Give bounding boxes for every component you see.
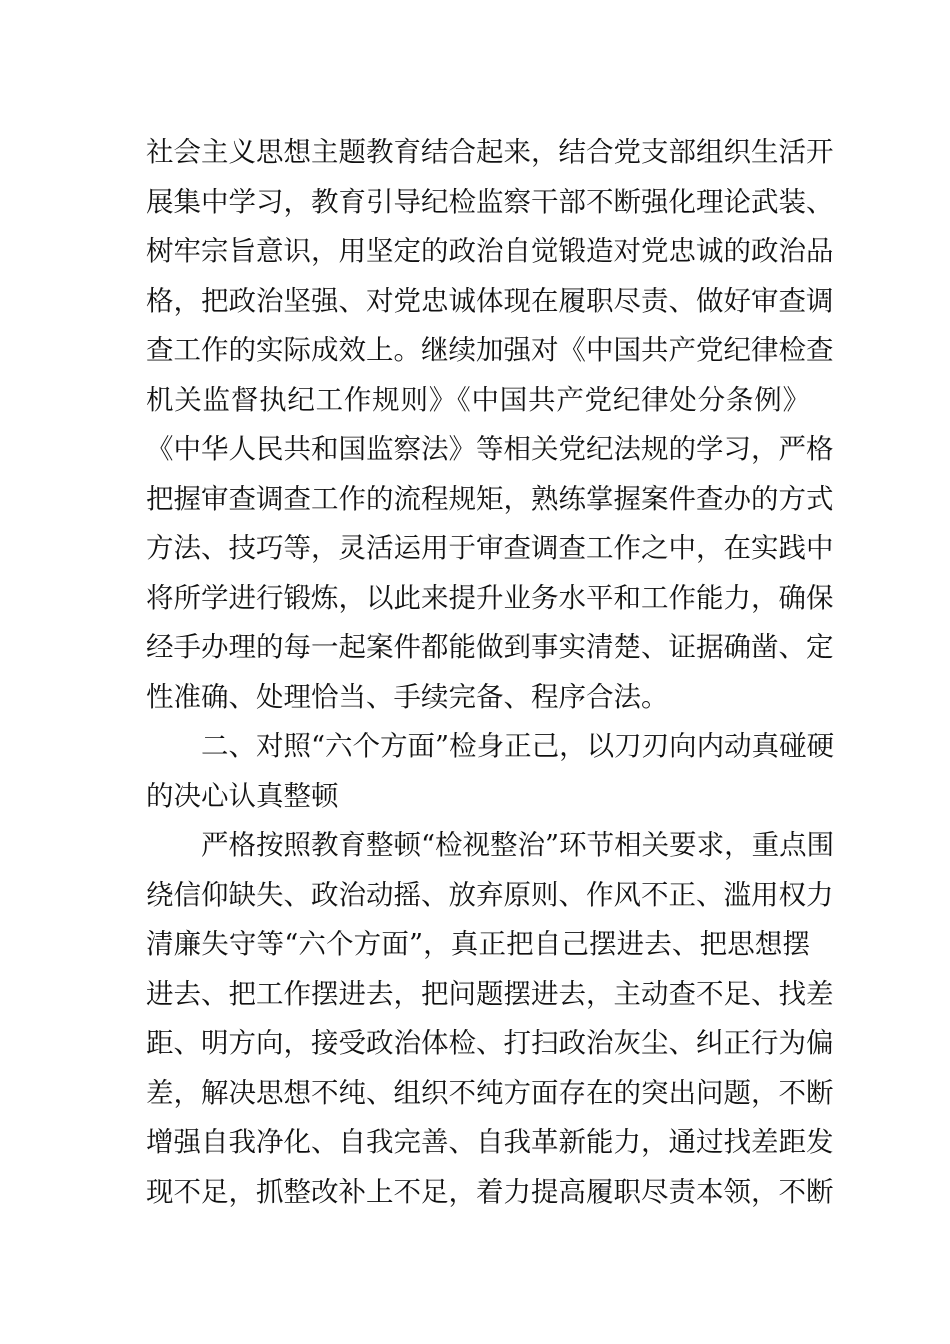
text-line: 把握审查调查工作的流程规矩，熟练掌握案件查办的方式 xyxy=(146,482,834,515)
text-line: 差，解决思想不纯、组织不纯方面存在的突出问题，不断 xyxy=(146,1076,834,1109)
heading-line: 的决心认真整顿 xyxy=(146,779,339,812)
text-line: 严格按照教育整顿“检视整治”环节相关要求，重点围 xyxy=(201,829,835,861)
text-line: 将所学进行锻炼，以此来提升业务水平和工作能力，确保 xyxy=(146,581,834,614)
section-heading xyxy=(146,722,835,821)
text-line: 绕信仰缺失、政治动摇、放弃原则、作风不正、滥用权力 xyxy=(146,878,834,911)
document-body xyxy=(146,128,835,1217)
text-line: 距、明方向，接受政治体检、打扫政治灰尘、纠正行为偏 xyxy=(146,1027,834,1059)
text-line: 经手办理的每一起案件都能做到事实清楚、证据确凿、定 xyxy=(146,631,834,663)
text-line: 展集中学习，教育引导纪检监察干部不断强化理论武装、 xyxy=(146,185,834,218)
text-line: 格，把政治坚强、对党忠诚体现在履职尽责、做好审查调 xyxy=(146,284,834,317)
text-line: 查工作的实际成效上。继续加强对《中国共产党纪律检查 xyxy=(146,334,834,366)
text-line: 性准确、处理恰当、手续完备、程序合法。 xyxy=(146,680,669,713)
text-line: 清廉失守等“六个方面”，真正把自己摆进去、把思想摆 xyxy=(146,928,810,960)
text-line: 增强自我净化、自我完善、自我革新能力，通过找差距发 xyxy=(146,1126,834,1158)
text-line: 《中华人民共和国监察法》等相关党纪法规的学习，严格 xyxy=(146,433,834,465)
text-line: 机关监督执纪工作规则》《中国共产党纪律处分条例》 xyxy=(146,383,810,416)
text-line: 社会主义思想主题教育结合起来，结合党支部组织生活开 xyxy=(146,136,834,168)
heading-line: 二、对照“六个方面”检身正己，以刀刃向内动真碰硬 xyxy=(201,730,835,762)
paragraph-study xyxy=(146,128,834,722)
paragraph-rectification xyxy=(146,821,835,1217)
text-line: 进去、把工作摆进去，把问题摆进去，主动查不足、找差 xyxy=(146,977,834,1010)
text-line: 现不足，抓整改补上不足，着力提高履职尽责本领，不断 xyxy=(146,1175,834,1208)
text-line: 方法、技巧等，灵活运用于审查调查工作之中，在实践中 xyxy=(146,532,834,564)
text-line: 树牢宗旨意识，用坚定的政治自觉锻造对党忠诚的政治品 xyxy=(146,235,834,267)
